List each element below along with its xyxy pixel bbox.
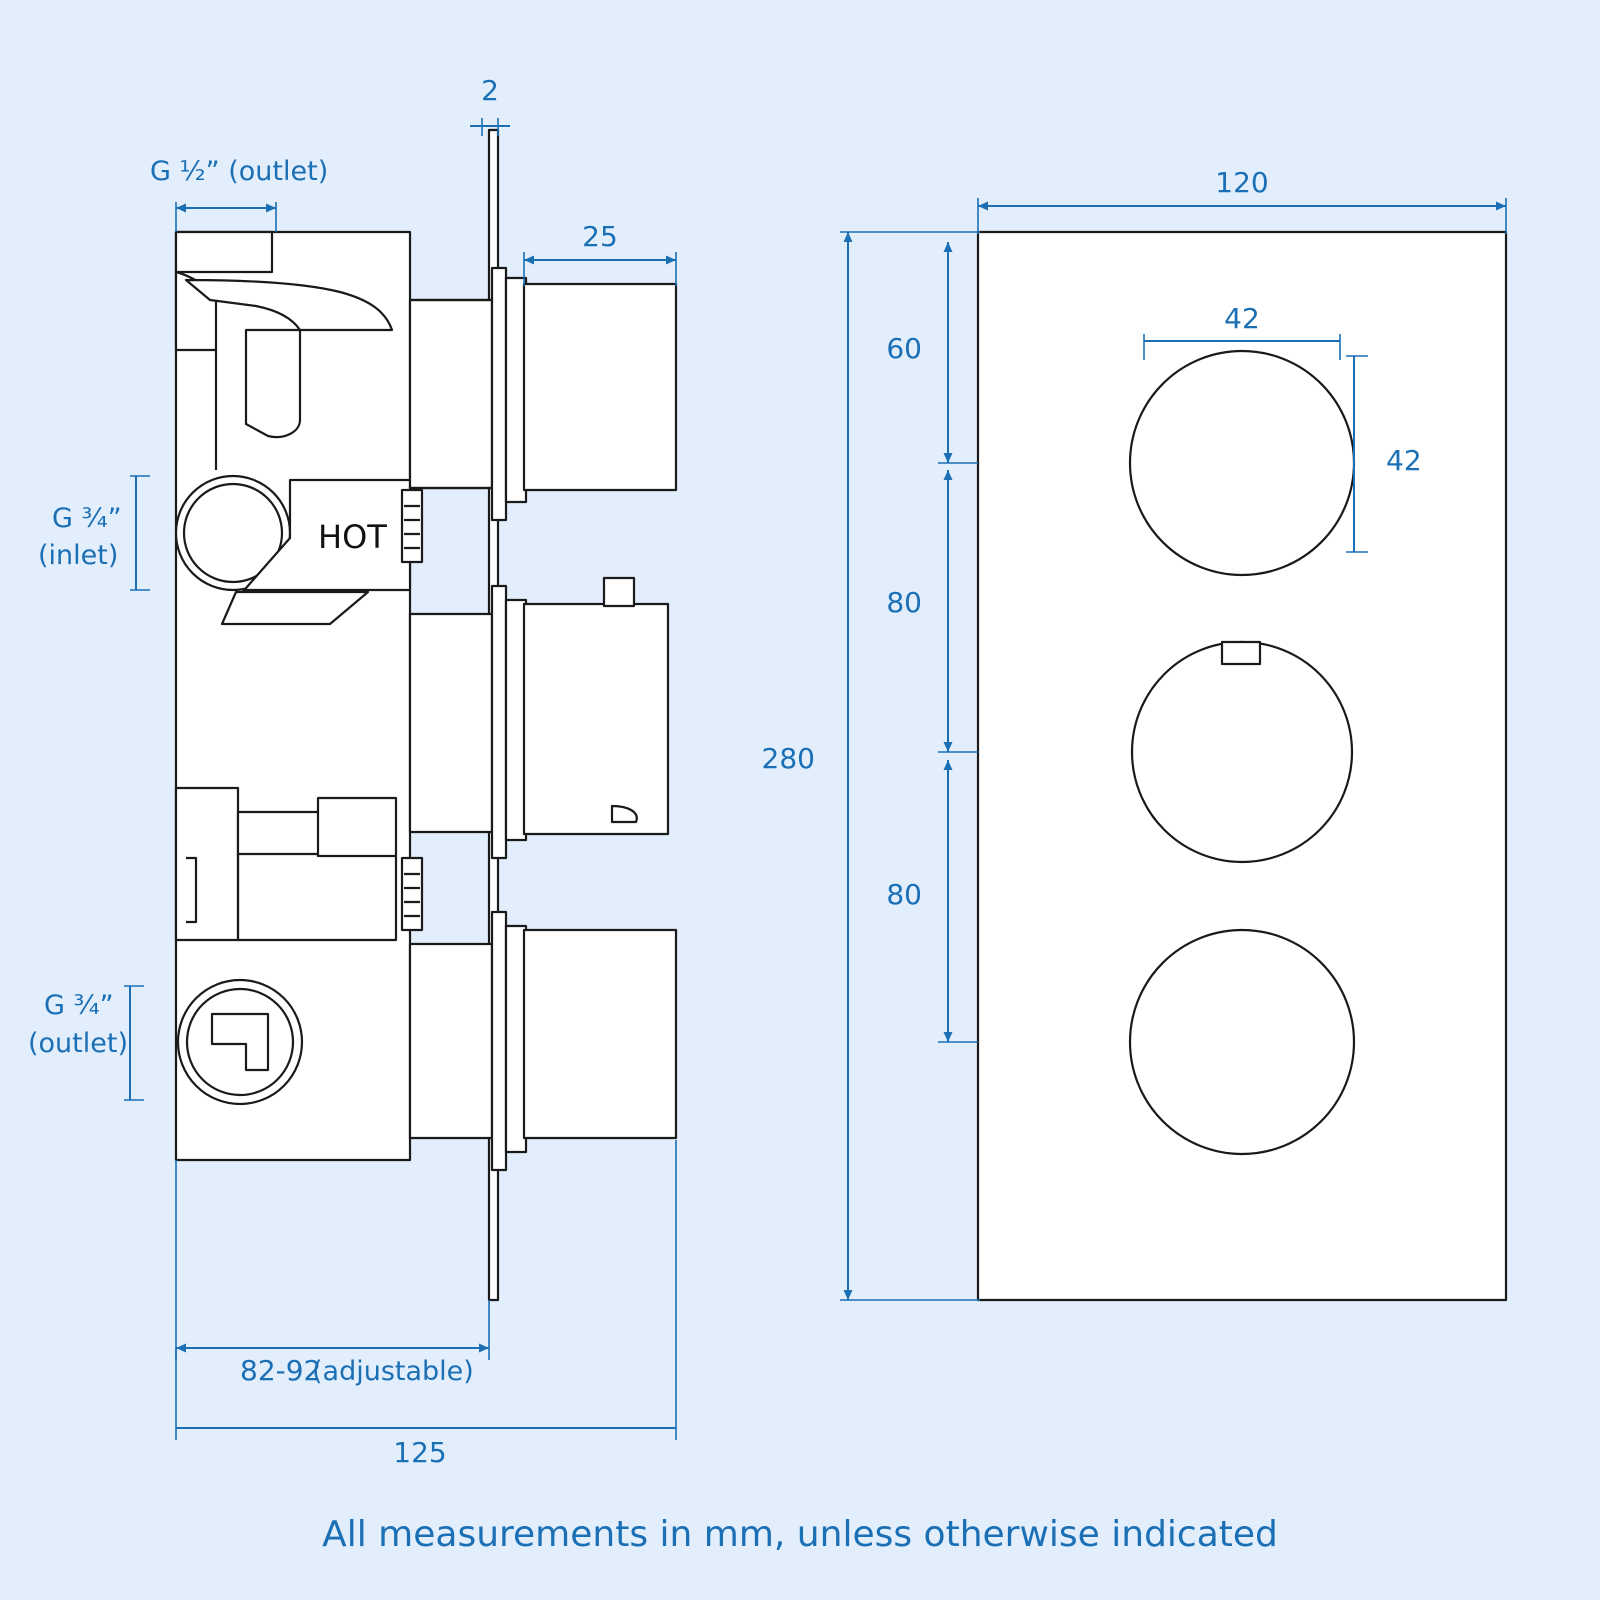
middle-knob-plate-ring <box>492 586 506 858</box>
left-fitting-neck <box>238 812 328 854</box>
lever-top-block <box>176 232 272 272</box>
dim-total-depth-label: 125 <box>393 1436 447 1469</box>
side-view-group <box>176 130 676 1300</box>
front-knob-top <box>1130 351 1354 575</box>
dim-plate-width-label: 120 <box>1215 166 1269 199</box>
upper-knob-collar <box>410 300 492 488</box>
label-inlet-three-quarter-line2: (inlet) <box>38 540 119 571</box>
lever-nose <box>246 330 300 437</box>
left-fitting-shoulder <box>318 798 396 856</box>
dim-knob-projection-ext <box>524 252 676 286</box>
front-knob-middle-indicator <box>1222 642 1260 664</box>
lower-knob-cap <box>524 930 676 1138</box>
hot-marking-text: HOT <box>318 518 387 556</box>
dim-plate-thickness-label: 2 <box>481 74 499 107</box>
dim-outlet-half-ext <box>176 202 276 232</box>
lower-knob-plate-ring <box>492 912 506 1170</box>
lower-knob-collar <box>410 944 492 1138</box>
label-outlet-three-quarter-line1: G ¾” <box>44 990 114 1021</box>
upper-knob-cap <box>524 284 676 490</box>
middle-knob-cap <box>524 604 668 834</box>
body-notch-lower <box>402 858 422 930</box>
dim-knob-projection-label: 25 <box>582 220 618 253</box>
dim-total-depth-ext <box>176 1140 676 1440</box>
front-view-group <box>978 232 1506 1300</box>
upper-knob-plate-ring <box>492 268 506 520</box>
dim-inlet-bracket-ticks <box>130 476 150 590</box>
middle-knob-collar <box>410 614 492 832</box>
dim-plate-height-ext <box>840 232 980 1300</box>
dim-top-margin-label: 60 <box>886 332 922 365</box>
label-inlet-three-quarter-line1: G ¾” <box>52 503 122 534</box>
dim-knob-diameter-v-label: 42 <box>1386 444 1422 477</box>
dim-knob-diameter-h-label: 42 <box>1224 302 1260 335</box>
front-knob-middle <box>1132 642 1352 862</box>
left-fitting-block <box>176 788 238 940</box>
dim-plate-height-label: 280 <box>761 742 815 775</box>
dim-spacing-lower-label: 80 <box>886 878 922 911</box>
label-outlet-half-inch: G ½” (outlet) <box>150 156 329 187</box>
dim-plate-width-ext <box>978 198 1506 234</box>
dim-spacing-upper-label: 80 <box>886 586 922 619</box>
middle-knob-indicator-tab <box>604 578 634 606</box>
dim-adjustable-label: 82-92 <box>240 1354 322 1387</box>
measurement-note: All measurements in mm, unless otherwise indicated <box>322 1514 1278 1555</box>
front-knob-bottom <box>1130 930 1354 1154</box>
dim-adjustable-suffix: (adjustable) <box>312 1356 474 1387</box>
body-notch-upper <box>402 490 422 562</box>
label-outlet-three-quarter-line2: (outlet) <box>28 1028 128 1059</box>
